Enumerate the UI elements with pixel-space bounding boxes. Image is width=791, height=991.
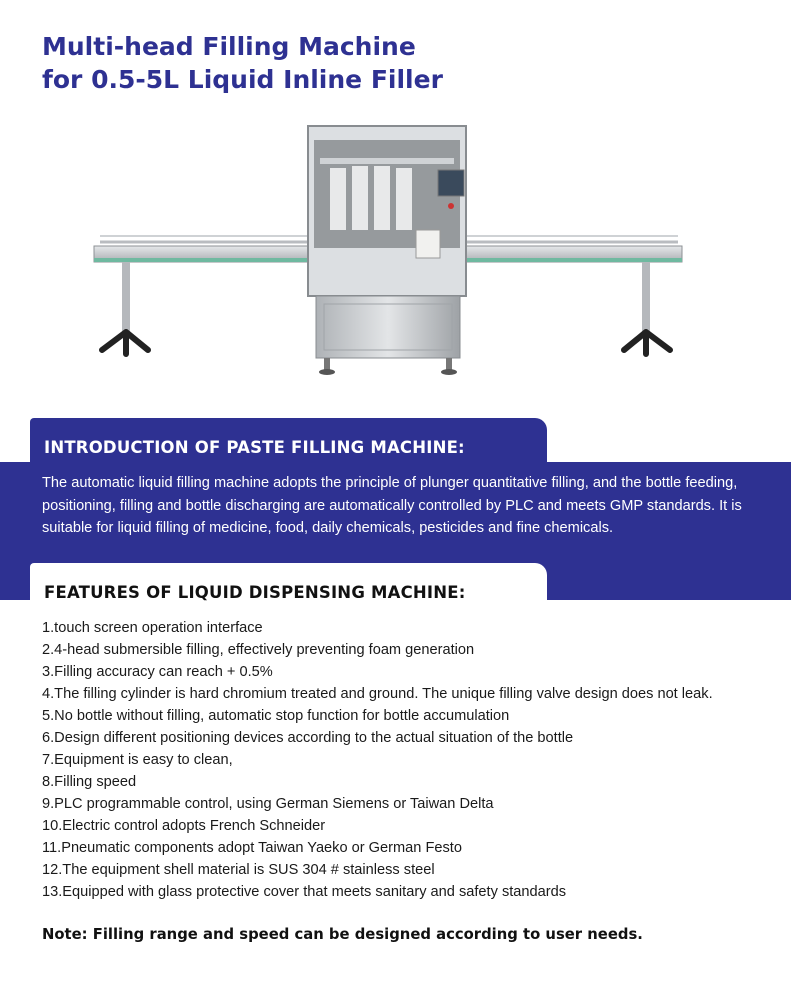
feature-item: 5.No bottle without filling, automatic stop function for bottle accumulation — [42, 708, 510, 724]
feature-item: 12.The equipment shell material is SUS 304 # stainless steel — [42, 862, 435, 878]
feature-item: 4.The filling cylinder is hard chromium treated and ground. The unique filling valve design does not leak. — [42, 686, 713, 702]
filling-machine-photo — [80, 118, 700, 388]
feature-item: 1.touch screen operation interface — [42, 620, 263, 636]
intro-paragraph: The automatic liquid filling machine adopts the principle of plunger quantitative filling, and the bottle feeding, positioning, filling and bottle discharging are automatically controlled by PLC and meets GMP standards. It is suitable for liquid filling of medicine, food, daily chemicals, pesticides and fine chemicals. — [42, 475, 742, 536]
feature-item: 13.Equipped with glass protective cover that meets sanitary and safety standards — [42, 884, 567, 900]
features-heading: FEATURES OF LIQUID DISPENSING MACHINE: — [44, 583, 466, 602]
page-title-line-2: for 0.5-5L Liquid Inline Filler — [42, 65, 443, 94]
feature-item: 9.PLC programmable control, using German Siemens or Taiwan Delta — [42, 796, 494, 812]
page-title-line-1: Multi-head Filling Machine — [42, 32, 416, 61]
feature-item: 6.Design different positioning devices according to the actual situation of the bottle — [42, 730, 574, 746]
intro-heading: INTRODUCTION OF PASTE FILLING MACHINE: — [44, 438, 465, 457]
note-text: Note: Filling range and speed can be designed according to user needs. — [42, 926, 643, 943]
page-title — [42, 30, 443, 96]
feature-item: 10.Electric control adopts French Schneider — [42, 818, 326, 834]
feature-item: 3.Filling accuracy can reach + 0.5% — [42, 664, 273, 680]
feature-item: 11.Pneumatic components adopt Taiwan Yaeko or German Festo — [42, 840, 462, 856]
features-list — [42, 617, 713, 903]
feature-item: 7.Equipment is easy to clean, — [42, 752, 233, 768]
feature-item: 8.Filling speed — [42, 774, 137, 790]
feature-item: 2.4-head submersible filling, effectively preventing foam generation — [42, 642, 475, 658]
touch-screen — [438, 170, 464, 196]
